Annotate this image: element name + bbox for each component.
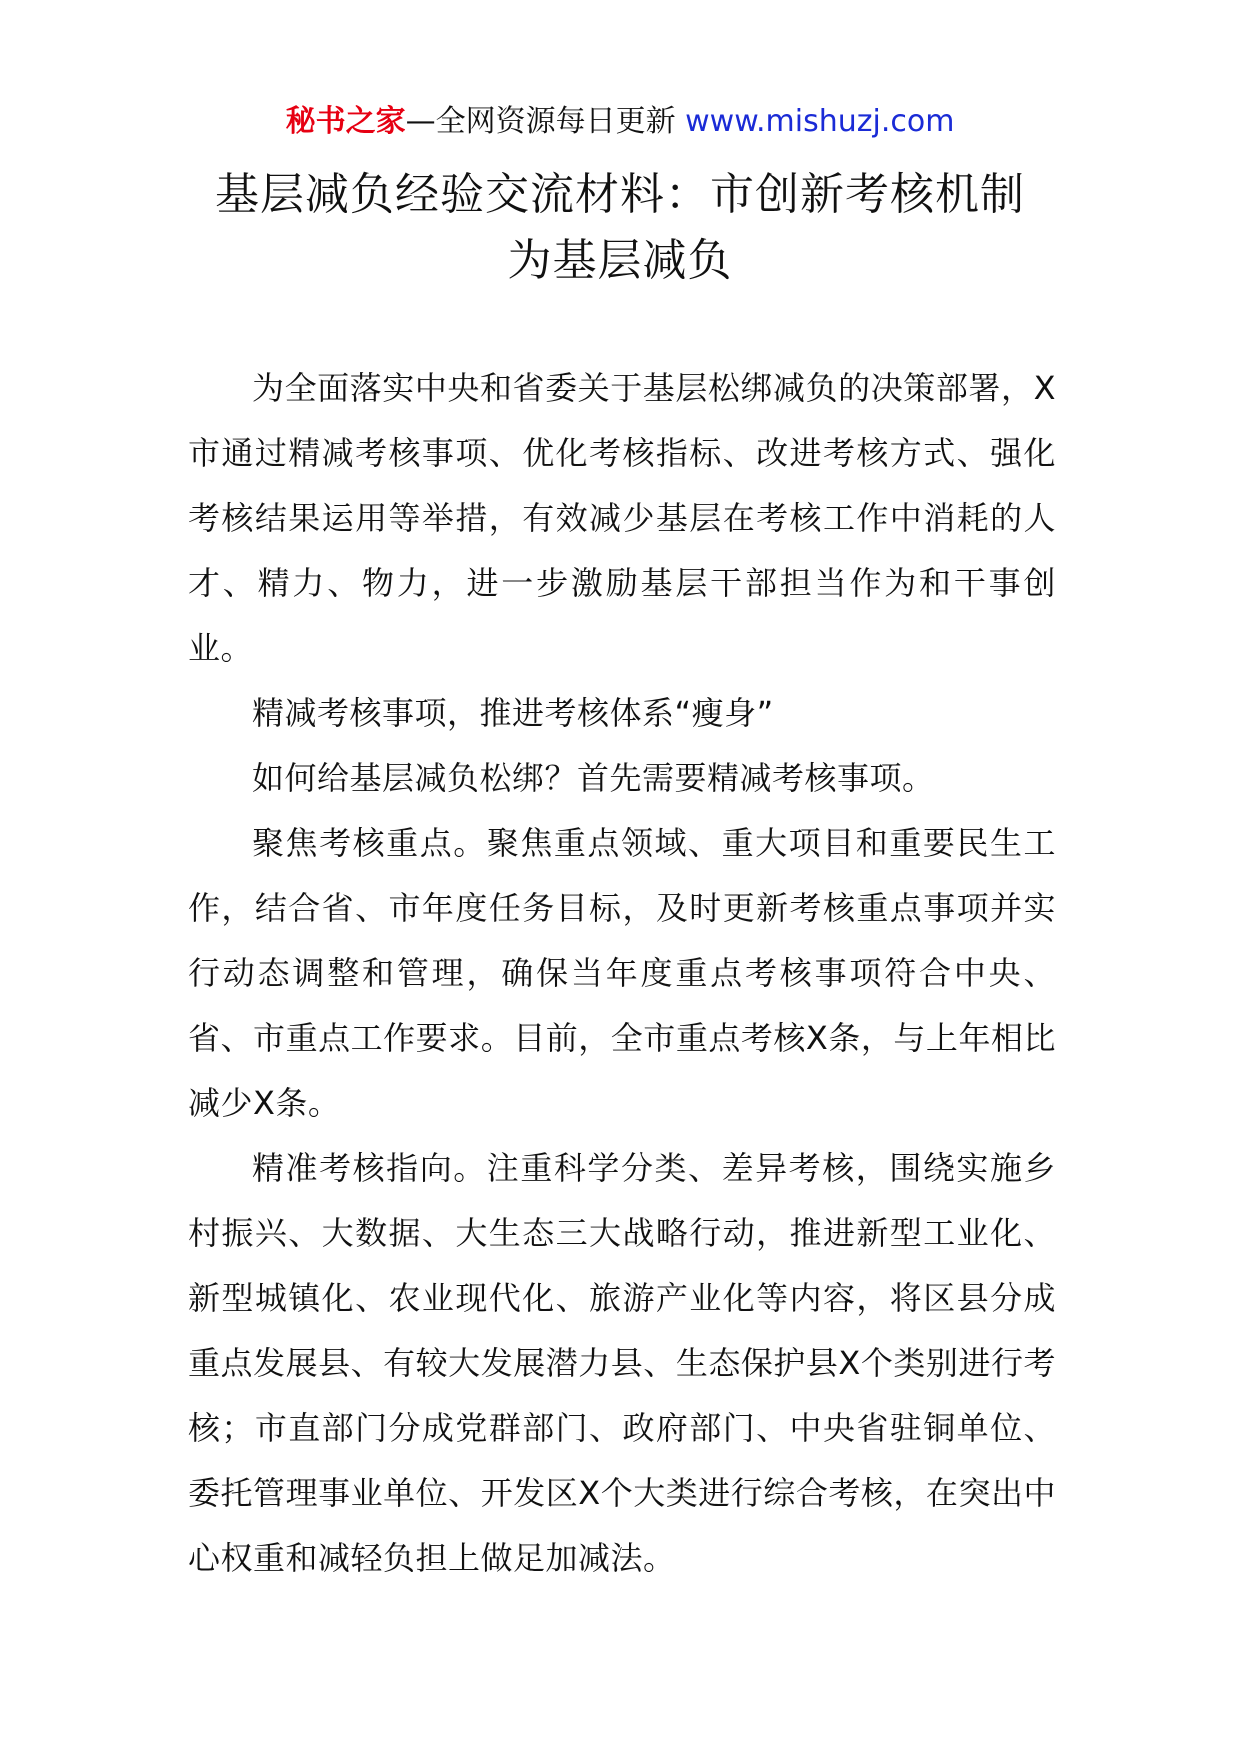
paragraph-question: 如何给基层减负松绑？首先需要精减考核事项。: [252, 759, 935, 797]
site-url-link[interactable]: www.mishuzj.com: [685, 104, 955, 139]
section-heading: 精减考核事项，推进考核体系“瘦身”: [252, 694, 774, 732]
site-header: [0, 102, 1240, 142]
document-title: [120, 162, 1120, 294]
paragraph-intro: 为全面落实中央和省委关于基层松绑减负的决策部署，X市通过精减考核事项、优化考核指标、改进考核方式、强化考核结果运用等举措，有效减少基层在考核工作中消耗的人才、精力、物力，进一步激励基层干部担当作为和干事创业。: [188, 369, 1056, 667]
paragraph-focus: 聚焦考核重点。聚焦重点领域、重大项目和重要民生工作，结合省、市年度任务目标，及时更新考核重点事项并实行动态调整和管理，确保当年度重点考核事项符合中央、省、市重点工作要求。目前，全市重点考核X条，与上年相比减少X条。: [188, 824, 1056, 1122]
tagline: —全网资源每日更新: [405, 104, 676, 139]
title-line-1: 基层减负经验交流材料：市创新考核机制: [215, 169, 1025, 220]
paragraph-precision: 精准考核指向。注重科学分类、差异考核，围绕实施乡村振兴、大数据、大生态三大战略行动，推进新型工业化、新型城镇化、农业现代化、旅游产业化等内容，将区县分成重点发展县、有较大发展潜力县、生态保护县X个类别进行考核；市直部门分成党群部门、政府部门、中央省驻铜单位、委托管理事业单位、开发区X个大类进行综合考核，在突出中心权重和减轻负担上做足加减法。: [188, 1149, 1056, 1577]
document-body: [188, 356, 1056, 1591]
brand-name: 秘书之家: [285, 104, 406, 139]
title-line-2: 为基层减负: [507, 235, 733, 286]
